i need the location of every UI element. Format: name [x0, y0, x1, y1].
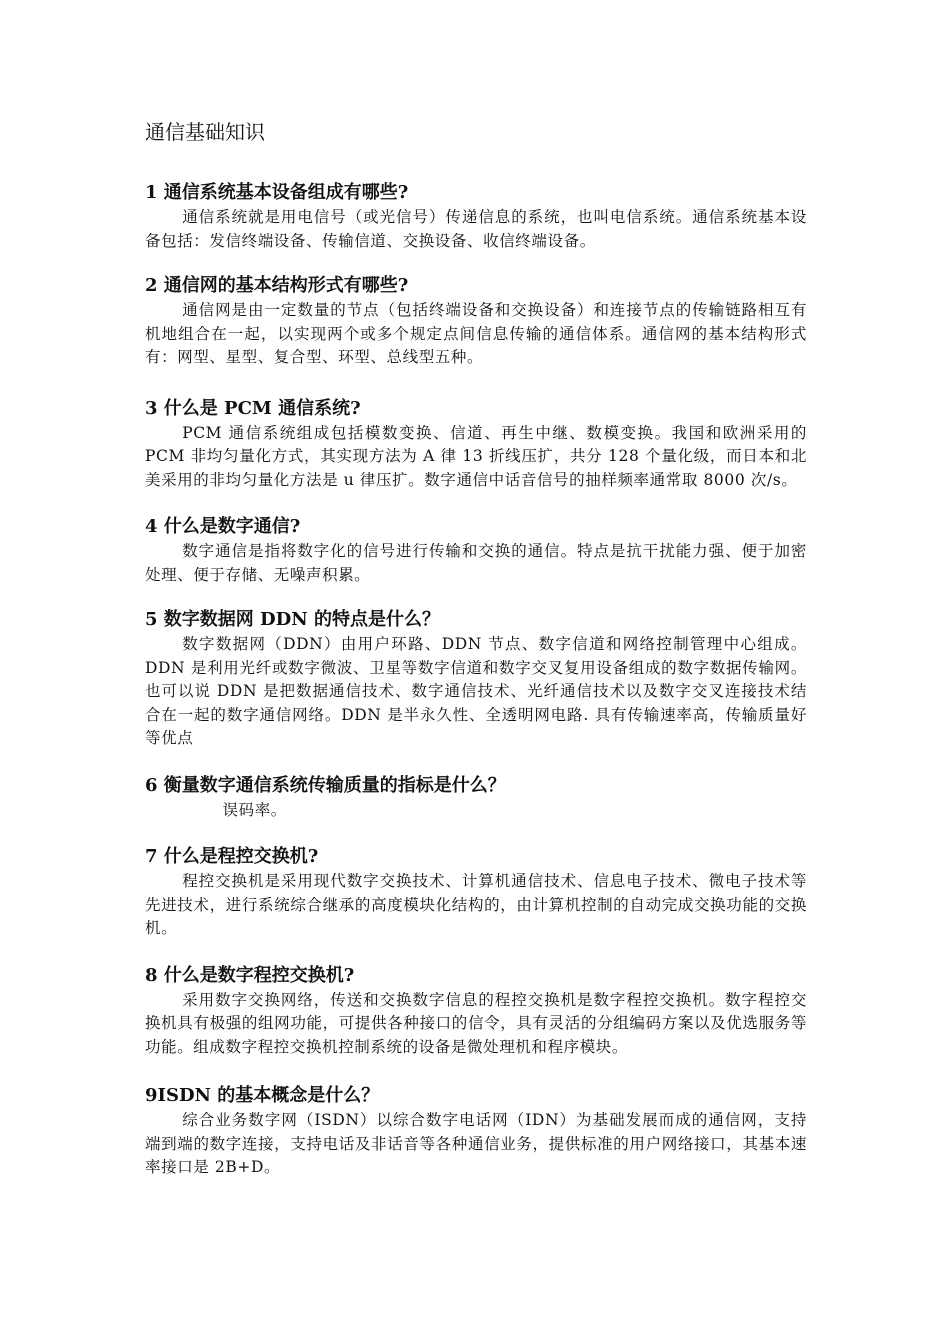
section-heading: 8 什么是数字程控交换机? — [145, 964, 355, 986]
section-9 — [145, 1083, 807, 1180]
section-body: 数字数据网（DDN）由用户环路、DDN 节点、数字信道和网络控制管理中心组成。DDN 是利用光纤或数字微波、卫星等数字信道和数字交叉复用设备组成的数字数据传输网。也可以说 DDN 是把数据通信技术、数字通信技术、光纤通信技术以及数字交叉连接技术结合在一起的数字通信网络。DDN 是半永久性、全透明网电路. 具有传输速率高，传输质量好等优点 — [145, 635, 807, 747]
section-body: 采用数字交换网络，传送和交换数字信息的程控交换机是数字程控交换机。数字程控交换机具有极强的组网功能，可提供各种接口的信令，具有灵活的分组编码方案以及优选服务等功能。组成数字程控交换机控制系统的设备是微处理机和程序模块。 — [145, 990, 807, 1056]
section-4 — [145, 514, 807, 587]
section-body: 综合业务数字网（ISDN）以综合数字电话网（IDN）为基础发展而成的通信网，支持端到端的数字连接，支持电话及非话音等各种通信业务，提供标准的用户网络接口，其基本速率接口是 2B+D。 — [145, 1111, 807, 1176]
section-body: 误码率。 — [222, 800, 287, 819]
section-body: PCM 通信系统组成包括模数变换、信道、再生中继、数模变换。我国和欧洲采用的 PCM 非均匀量化方式，其实现方法为 A 律 13 折线压扩，共分 128 个量化级，而日本和北美采用的非均匀量化方法是 u 律压扩。数字通信中话音信号的抽样频率通常取 8000 次/s。 — [145, 423, 807, 489]
section-3 — [145, 396, 807, 493]
section-heading: 6 衡量数字通信系统传输质量的指标是什么？ — [145, 774, 506, 796]
section-7 — [145, 844, 807, 941]
section-8 — [145, 963, 807, 1060]
section-1 — [145, 180, 807, 253]
section-heading: 1 通信系统基本设备组成有哪些? — [145, 182, 409, 203]
section-body: 程控交换机是采用现代数字交换技术、计算机通信技术、信息电子技术、微电子技术等先进技术，进行系统综合继承的高度模块化结构的，由计算机控制的自动完成交换功能的交换机。 — [145, 872, 807, 937]
document-title: 通信基础知识 — [145, 120, 265, 144]
section-heading: 7 什么是程控交换机? — [145, 846, 319, 867]
section-body: 通信网是由一定数量的节点（包括终端设备和交换设备）和连接节点的传输链路相互有机地组合在一起，以实现两个或多个规定点间信息传输的通信体系。通信网的基本结构形式有：网型、星型、复合型、环型、总线型五种。 — [145, 301, 807, 366]
section-body: 数字通信是指将数字化的信号进行传输和交换的通信。特点是抗干扰能力强、便于加密处理、便于存储、无噪声积累。 — [145, 542, 807, 584]
section-body: 通信系统就是用电信号（或光信号）传递信息的系统，也叫电信系统。通信系统基本设备包括：发信终端设备、传输信道、交换设备、收信终端设备。 — [145, 208, 807, 250]
section-heading: 9ISDN 的基本概念是什么？ — [145, 1085, 380, 1106]
section-heading: 2 通信网的基本结构形式有哪些? — [145, 275, 409, 296]
section-5 — [145, 607, 807, 751]
section-2 — [145, 273, 807, 370]
document-body — [145, 118, 807, 1202]
section-heading: 4 什么是数字通信? — [145, 516, 301, 537]
section-heading: 3 什么是 PCM 通信系统? — [145, 397, 361, 419]
section-6 — [145, 773, 807, 823]
section-heading: 5 数字数据网 DDN 的特点是什么？ — [145, 609, 440, 630]
